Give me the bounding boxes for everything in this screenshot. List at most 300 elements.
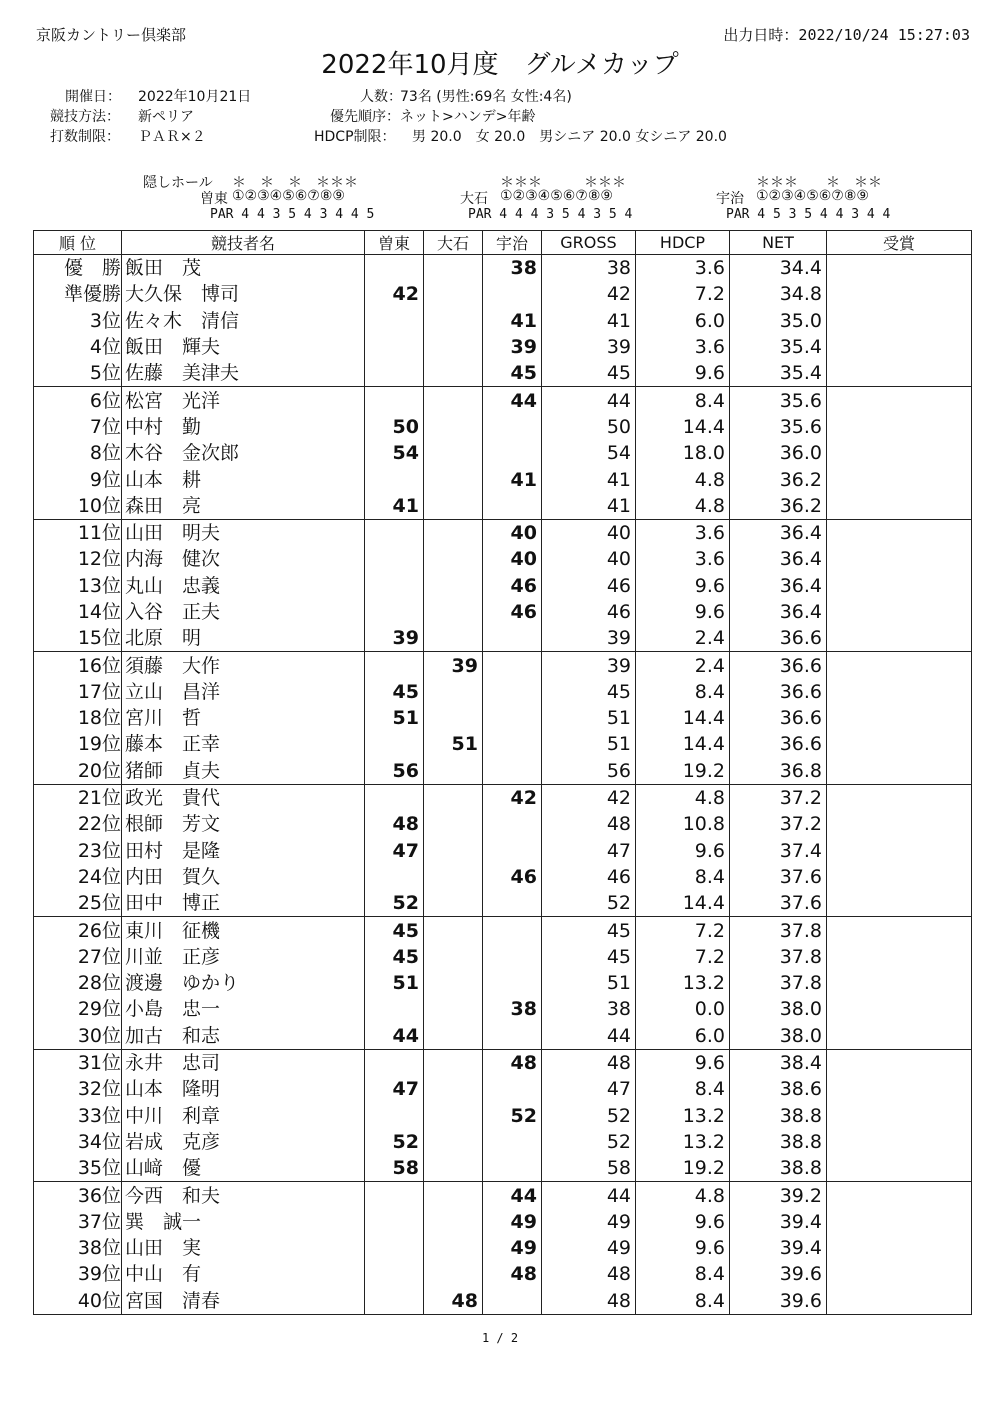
players-label: 人数： bbox=[360, 89, 402, 105]
row-gross: 41 bbox=[542, 466, 636, 492]
row-rank: 4位 bbox=[34, 334, 122, 360]
row-rank: 14位 bbox=[34, 599, 122, 625]
row-net: 35.0 bbox=[730, 308, 827, 334]
row-score-uji: 40 bbox=[483, 546, 542, 572]
row-player-name: 須藤 大作 bbox=[122, 652, 365, 679]
row-player-name: 根師 芳文 bbox=[122, 811, 365, 837]
row-player-name: 渡邊 ゆかり bbox=[122, 970, 365, 996]
table-row bbox=[34, 360, 972, 387]
table-row bbox=[34, 890, 972, 917]
row-score-sotou bbox=[365, 334, 424, 360]
row-hdcp: 3.6 bbox=[636, 519, 730, 546]
row-award bbox=[827, 546, 972, 572]
row-rank: 6位 bbox=[34, 387, 122, 414]
row-rank: 37位 bbox=[34, 1209, 122, 1235]
row-player-name: 大久保 博司 bbox=[122, 281, 365, 307]
row-hdcp: 8.4 bbox=[636, 864, 730, 890]
row-rank: 36位 bbox=[34, 1182, 122, 1209]
row-net: 36.0 bbox=[730, 440, 827, 466]
row-score-sotou bbox=[365, 996, 424, 1022]
row-score-sotou: 41 bbox=[365, 493, 424, 520]
row-player-name: 内海 健次 bbox=[122, 546, 365, 572]
row-net: 37.2 bbox=[730, 811, 827, 837]
col-header-hdcp: HDCP bbox=[636, 231, 730, 255]
row-hdcp: 9.6 bbox=[636, 360, 730, 387]
row-rank: 17位 bbox=[34, 679, 122, 705]
row-score-sotou bbox=[365, 1235, 424, 1261]
row-gross: 47 bbox=[542, 1076, 636, 1102]
row-net: 35.4 bbox=[730, 334, 827, 360]
hdcp-limit-value: 男 20.0 女 20.0 男シニア 20.0 女シニア 20.0 bbox=[412, 129, 727, 145]
course-oishi-name: 大石 bbox=[460, 191, 488, 207]
row-hdcp: 13.2 bbox=[636, 1129, 730, 1155]
row-score-sotou bbox=[365, 1103, 424, 1129]
row-score-sotou: 45 bbox=[365, 944, 424, 970]
row-score-oishi bbox=[424, 281, 483, 307]
priority-value: ネット>ハンデ>年齢 bbox=[400, 109, 536, 125]
row-hdcp: 3.6 bbox=[636, 546, 730, 572]
table-row bbox=[34, 784, 972, 811]
row-award bbox=[827, 970, 972, 996]
row-net: 37.6 bbox=[730, 890, 827, 917]
row-score-sotou bbox=[365, 387, 424, 414]
row-rank: 15位 bbox=[34, 625, 122, 652]
table-row bbox=[34, 679, 972, 705]
row-score-uji: 46 bbox=[483, 573, 542, 599]
row-award bbox=[827, 1182, 972, 1209]
row-gross: 58 bbox=[542, 1155, 636, 1182]
table-row bbox=[34, 838, 972, 864]
row-score-sotou bbox=[365, 864, 424, 890]
row-score-oishi bbox=[424, 546, 483, 572]
row-score-sotou: 54 bbox=[365, 440, 424, 466]
row-score-uji bbox=[483, 1288, 542, 1315]
row-score-uji: 49 bbox=[483, 1209, 542, 1235]
row-rank: 33位 bbox=[34, 1103, 122, 1129]
row-net: 35.6 bbox=[730, 414, 827, 440]
row-score-oishi bbox=[424, 890, 483, 917]
row-score-oishi bbox=[424, 440, 483, 466]
row-gross: 56 bbox=[542, 758, 636, 785]
players-count: 73名 (男性:69名 女性:4名) bbox=[400, 89, 572, 105]
row-award bbox=[827, 466, 972, 492]
row-player-name: 中山 有 bbox=[122, 1261, 365, 1287]
row-score-sotou: 42 bbox=[365, 281, 424, 307]
row-score-sotou: 56 bbox=[365, 758, 424, 785]
row-score-oishi bbox=[424, 625, 483, 652]
table-row bbox=[34, 440, 972, 466]
row-score-uji: 48 bbox=[483, 1049, 542, 1076]
row-player-name: 永井 忠司 bbox=[122, 1049, 365, 1076]
row-award bbox=[827, 890, 972, 917]
row-score-sotou bbox=[365, 519, 424, 546]
course-uji-name: 宇治 bbox=[716, 191, 744, 207]
row-gross: 46 bbox=[542, 573, 636, 599]
row-net: 36.2 bbox=[730, 466, 827, 492]
row-score-sotou bbox=[365, 652, 424, 679]
row-score-uji bbox=[483, 811, 542, 837]
table-row bbox=[34, 758, 972, 785]
row-rank: 9位 bbox=[34, 466, 122, 492]
row-gross: 45 bbox=[542, 679, 636, 705]
row-hdcp: 10.8 bbox=[636, 811, 730, 837]
priority-label: 優先順序： bbox=[330, 109, 400, 125]
table-row bbox=[34, 970, 972, 996]
row-score-oishi bbox=[424, 1182, 483, 1209]
row-net: 38.4 bbox=[730, 1049, 827, 1076]
row-score-oishi bbox=[424, 1235, 483, 1261]
row-player-name: 飯田 茂 bbox=[122, 255, 365, 282]
row-score-uji: 38 bbox=[483, 255, 542, 282]
page-title: 2022年10月度 グルメカップ bbox=[321, 50, 679, 80]
row-score-uji bbox=[483, 758, 542, 785]
table-row bbox=[34, 652, 972, 679]
row-gross: 48 bbox=[542, 1261, 636, 1287]
row-gross: 52 bbox=[542, 1103, 636, 1129]
row-gross: 42 bbox=[542, 281, 636, 307]
row-net: 34.4 bbox=[730, 255, 827, 282]
row-gross: 52 bbox=[542, 890, 636, 917]
table-row bbox=[34, 1023, 972, 1050]
row-net: 36.6 bbox=[730, 625, 827, 652]
row-hdcp: 2.4 bbox=[636, 625, 730, 652]
row-hdcp: 7.2 bbox=[636, 917, 730, 944]
row-award bbox=[827, 1288, 972, 1315]
row-hdcp: 8.4 bbox=[636, 1288, 730, 1315]
row-hdcp: 9.6 bbox=[636, 838, 730, 864]
row-score-oishi bbox=[424, 838, 483, 864]
row-score-uji bbox=[483, 440, 542, 466]
row-hdcp: 4.8 bbox=[636, 493, 730, 520]
row-score-oishi bbox=[424, 1129, 483, 1155]
row-rank: 30位 bbox=[34, 1023, 122, 1050]
row-score-sotou bbox=[365, 573, 424, 599]
row-rank: 38位 bbox=[34, 1235, 122, 1261]
row-award bbox=[827, 784, 972, 811]
row-gross: 47 bbox=[542, 838, 636, 864]
row-hdcp: 14.4 bbox=[636, 731, 730, 757]
row-score-oishi bbox=[424, 1103, 483, 1129]
row-award bbox=[827, 679, 972, 705]
course-oishi-holes: ①②③④⑤⑥⑦⑧⑨ bbox=[500, 188, 613, 204]
col-header-sotou: 曽東 bbox=[365, 231, 424, 255]
row-score-uji: 48 bbox=[483, 1261, 542, 1287]
row-rank: 27位 bbox=[34, 944, 122, 970]
table-row bbox=[34, 731, 972, 757]
stroke-limit-label: 打数制限： bbox=[50, 129, 120, 145]
row-hdcp: 9.6 bbox=[636, 599, 730, 625]
row-score-oishi bbox=[424, 519, 483, 546]
table-row bbox=[34, 466, 972, 492]
row-player-name: 猪師 貞夫 bbox=[122, 758, 365, 785]
row-score-sotou bbox=[365, 360, 424, 387]
row-rank: 28位 bbox=[34, 970, 122, 996]
row-gross: 49 bbox=[542, 1209, 636, 1235]
row-net: 38.0 bbox=[730, 996, 827, 1022]
col-header-rank: 順 位 bbox=[34, 231, 122, 255]
row-gross: 45 bbox=[542, 944, 636, 970]
row-net: 36.6 bbox=[730, 679, 827, 705]
row-score-oishi bbox=[424, 387, 483, 414]
row-rank: 20位 bbox=[34, 758, 122, 785]
row-hdcp: 4.8 bbox=[636, 784, 730, 811]
row-net: 37.8 bbox=[730, 917, 827, 944]
row-net: 37.2 bbox=[730, 784, 827, 811]
row-award bbox=[827, 864, 972, 890]
row-score-uji bbox=[483, 281, 542, 307]
row-gross: 40 bbox=[542, 519, 636, 546]
row-score-uji: 46 bbox=[483, 864, 542, 890]
row-award bbox=[827, 308, 972, 334]
table-row bbox=[34, 811, 972, 837]
row-net: 36.6 bbox=[730, 731, 827, 757]
row-score-uji: 46 bbox=[483, 599, 542, 625]
row-score-sotou: 51 bbox=[365, 970, 424, 996]
row-score-oishi bbox=[424, 1155, 483, 1182]
col-header-oishi: 大石 bbox=[424, 231, 483, 255]
event-date-label: 開催日： bbox=[65, 89, 121, 105]
row-net: 39.4 bbox=[730, 1209, 827, 1235]
row-award bbox=[827, 996, 972, 1022]
row-rank: 21位 bbox=[34, 784, 122, 811]
row-score-oishi: 39 bbox=[424, 652, 483, 679]
row-hdcp: 3.6 bbox=[636, 334, 730, 360]
row-hdcp: 13.2 bbox=[636, 970, 730, 996]
row-score-oishi bbox=[424, 334, 483, 360]
row-score-oishi bbox=[424, 1209, 483, 1235]
table-row bbox=[34, 573, 972, 599]
row-score-sotou: 58 bbox=[365, 1155, 424, 1182]
row-score-uji bbox=[483, 917, 542, 944]
row-score-uji bbox=[483, 944, 542, 970]
row-rank: 22位 bbox=[34, 811, 122, 837]
row-gross: 39 bbox=[542, 652, 636, 679]
table-row bbox=[34, 1129, 972, 1155]
table-row bbox=[34, 1288, 972, 1315]
row-score-sotou bbox=[365, 599, 424, 625]
row-score-oishi bbox=[424, 466, 483, 492]
row-score-sotou bbox=[365, 1209, 424, 1235]
row-gross: 45 bbox=[542, 360, 636, 387]
row-score-uji bbox=[483, 970, 542, 996]
row-score-oishi bbox=[424, 573, 483, 599]
row-gross: 45 bbox=[542, 917, 636, 944]
row-score-uji bbox=[483, 1023, 542, 1050]
col-header-gross: GROSS bbox=[542, 231, 636, 255]
row-hdcp: 4.8 bbox=[636, 466, 730, 492]
row-rank: 23位 bbox=[34, 838, 122, 864]
row-rank: 5位 bbox=[34, 360, 122, 387]
row-player-name: 北原 明 bbox=[122, 625, 365, 652]
row-player-name: 田中 博正 bbox=[122, 890, 365, 917]
row-gross: 39 bbox=[542, 625, 636, 652]
row-score-uji: 44 bbox=[483, 387, 542, 414]
row-hdcp: 8.4 bbox=[636, 1261, 730, 1287]
row-gross: 41 bbox=[542, 308, 636, 334]
row-award bbox=[827, 1155, 972, 1182]
row-net: 38.8 bbox=[730, 1103, 827, 1129]
row-gross: 50 bbox=[542, 414, 636, 440]
row-player-name: 森田 亮 bbox=[122, 493, 365, 520]
row-hdcp: 18.0 bbox=[636, 440, 730, 466]
table-row bbox=[34, 519, 972, 546]
row-net: 37.6 bbox=[730, 864, 827, 890]
row-award bbox=[827, 1103, 972, 1129]
row-score-uji bbox=[483, 731, 542, 757]
row-net: 36.6 bbox=[730, 652, 827, 679]
row-award bbox=[827, 705, 972, 731]
row-score-sotou bbox=[365, 546, 424, 572]
row-rank: 3位 bbox=[34, 308, 122, 334]
row-hdcp: 4.8 bbox=[636, 1182, 730, 1209]
row-score-oishi bbox=[424, 758, 483, 785]
row-hdcp: 3.6 bbox=[636, 255, 730, 282]
row-score-oishi bbox=[424, 811, 483, 837]
row-player-name: 宮川 哲 bbox=[122, 705, 365, 731]
course-sotou-holes: ①②③④⑤⑥⑦⑧⑨ bbox=[232, 188, 345, 204]
row-gross: 54 bbox=[542, 440, 636, 466]
row-award bbox=[827, 255, 972, 282]
table-row bbox=[34, 1103, 972, 1129]
row-gross: 41 bbox=[542, 493, 636, 520]
row-gross: 46 bbox=[542, 864, 636, 890]
row-award bbox=[827, 1209, 972, 1235]
row-gross: 46 bbox=[542, 599, 636, 625]
row-rank: 34位 bbox=[34, 1129, 122, 1155]
table-row bbox=[34, 308, 972, 334]
row-award bbox=[827, 334, 972, 360]
row-hdcp: 9.6 bbox=[636, 573, 730, 599]
row-score-uji bbox=[483, 625, 542, 652]
page-number: 1 / 2 bbox=[481, 1331, 519, 1345]
row-award bbox=[827, 731, 972, 757]
row-score-oishi bbox=[424, 864, 483, 890]
row-gross: 40 bbox=[542, 546, 636, 572]
row-award bbox=[827, 387, 972, 414]
row-hdcp: 8.4 bbox=[636, 1076, 730, 1102]
row-gross: 39 bbox=[542, 334, 636, 360]
row-net: 38.0 bbox=[730, 1023, 827, 1050]
row-award bbox=[827, 652, 972, 679]
row-gross: 44 bbox=[542, 1182, 636, 1209]
row-rank: 18位 bbox=[34, 705, 122, 731]
row-player-name: 内田 賀久 bbox=[122, 864, 365, 890]
row-score-uji bbox=[483, 705, 542, 731]
row-score-sotou: 39 bbox=[365, 625, 424, 652]
row-rank: 32位 bbox=[34, 1076, 122, 1102]
row-score-uji bbox=[483, 652, 542, 679]
row-hdcp: 14.4 bbox=[636, 890, 730, 917]
row-rank: 優 勝 bbox=[34, 255, 122, 282]
row-score-sotou: 45 bbox=[365, 917, 424, 944]
table-row bbox=[34, 1182, 972, 1209]
row-score-oishi bbox=[424, 1076, 483, 1102]
row-rank: 13位 bbox=[34, 573, 122, 599]
row-hdcp: 19.2 bbox=[636, 758, 730, 785]
table-row bbox=[34, 255, 972, 282]
row-score-oishi bbox=[424, 1023, 483, 1050]
row-score-oishi: 48 bbox=[424, 1288, 483, 1315]
row-player-name: 藤本 正幸 bbox=[122, 731, 365, 757]
row-player-name: 立山 昌洋 bbox=[122, 679, 365, 705]
row-score-sotou: 50 bbox=[365, 414, 424, 440]
row-score-sotou bbox=[365, 308, 424, 334]
row-score-uji bbox=[483, 890, 542, 917]
row-score-sotou bbox=[365, 784, 424, 811]
row-hdcp: 14.4 bbox=[636, 414, 730, 440]
row-rank: 11位 bbox=[34, 519, 122, 546]
row-player-name: 山田 実 bbox=[122, 1235, 365, 1261]
method-value: 新ペリア bbox=[138, 109, 194, 125]
col-header-net: NET bbox=[730, 231, 827, 255]
event-date: 2022年10月21日 bbox=[138, 89, 252, 105]
hidden-holes-label: 隠しホール bbox=[143, 175, 213, 191]
row-player-name: 政光 貴代 bbox=[122, 784, 365, 811]
row-gross: 48 bbox=[542, 811, 636, 837]
row-rank: 準優勝 bbox=[34, 281, 122, 307]
row-score-oishi bbox=[424, 493, 483, 520]
course-sotou-marks: ＊ ＊ ＊ ＊＊＊ bbox=[232, 175, 358, 191]
row-score-uji: 39 bbox=[483, 334, 542, 360]
row-score-oishi bbox=[424, 944, 483, 970]
table-row bbox=[34, 599, 972, 625]
row-score-sotou: 52 bbox=[365, 1129, 424, 1155]
course-oishi-par: PAR 4 4 4 3 5 4 3 5 4 bbox=[468, 207, 633, 222]
row-score-uji: 41 bbox=[483, 308, 542, 334]
row-award bbox=[827, 599, 972, 625]
row-award bbox=[827, 1261, 972, 1287]
row-score-oishi bbox=[424, 1261, 483, 1287]
row-gross: 49 bbox=[542, 1235, 636, 1261]
row-score-sotou bbox=[365, 1288, 424, 1315]
row-net: 36.6 bbox=[730, 705, 827, 731]
row-score-sotou: 52 bbox=[365, 890, 424, 917]
col-header-uji: 宇治 bbox=[483, 231, 542, 255]
row-player-name: 東川 征機 bbox=[122, 917, 365, 944]
row-score-oishi bbox=[424, 970, 483, 996]
row-rank: 12位 bbox=[34, 546, 122, 572]
row-player-name: 山田 明夫 bbox=[122, 519, 365, 546]
row-hdcp: 14.4 bbox=[636, 705, 730, 731]
row-score-uji: 45 bbox=[483, 360, 542, 387]
row-hdcp: 13.2 bbox=[636, 1103, 730, 1129]
row-score-uji: 49 bbox=[483, 1235, 542, 1261]
row-score-oishi bbox=[424, 679, 483, 705]
row-score-sotou bbox=[365, 1182, 424, 1209]
table-row bbox=[34, 493, 972, 520]
row-hdcp: 9.6 bbox=[636, 1049, 730, 1076]
row-score-uji bbox=[483, 1076, 542, 1102]
row-hdcp: 19.2 bbox=[636, 1155, 730, 1182]
row-rank: 39位 bbox=[34, 1261, 122, 1287]
row-player-name: 入谷 正夫 bbox=[122, 599, 365, 625]
table-row bbox=[34, 1049, 972, 1076]
row-hdcp: 8.4 bbox=[636, 387, 730, 414]
row-net: 36.2 bbox=[730, 493, 827, 520]
row-score-oishi bbox=[424, 996, 483, 1022]
row-gross: 44 bbox=[542, 1023, 636, 1050]
course-uji-holes: ①②③④⑤⑥⑦⑧⑨ bbox=[756, 188, 869, 204]
row-rank: 29位 bbox=[34, 996, 122, 1022]
row-award bbox=[827, 493, 972, 520]
row-score-sotou bbox=[365, 1261, 424, 1287]
row-player-name: 松宮 光洋 bbox=[122, 387, 365, 414]
table-row bbox=[34, 1261, 972, 1287]
row-gross: 38 bbox=[542, 255, 636, 282]
row-rank: 35位 bbox=[34, 1155, 122, 1182]
row-hdcp: 7.2 bbox=[636, 944, 730, 970]
row-score-uji bbox=[483, 414, 542, 440]
